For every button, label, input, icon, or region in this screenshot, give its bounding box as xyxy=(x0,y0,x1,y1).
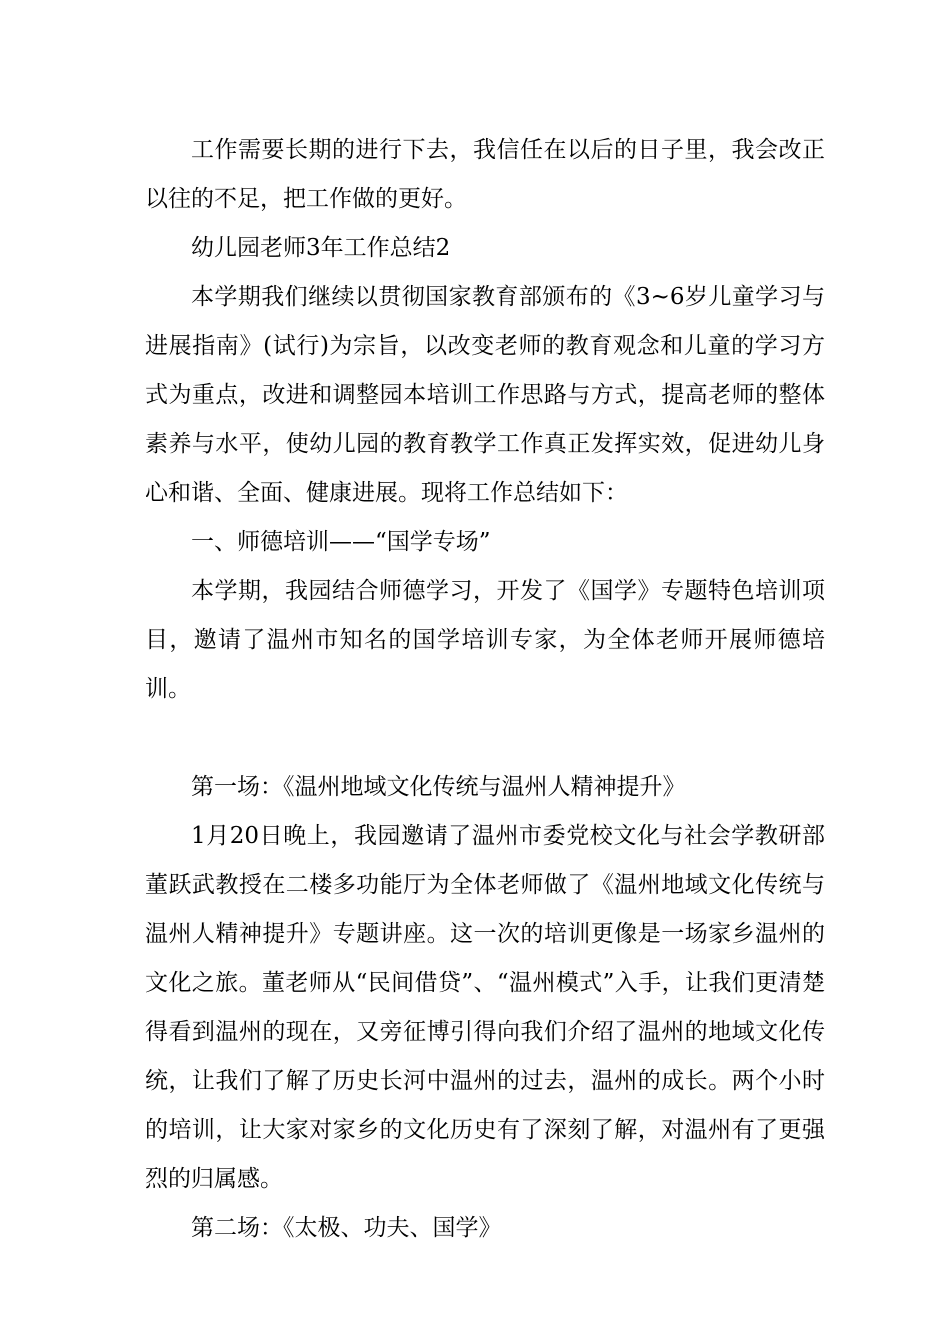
paragraph-ethics-training: 本学期，我园结合师德学习，开发了《国学》专题特色培训项目，邀请了温州市知名的国学培训专家，为全体老师开展师德培训。 xyxy=(145,578,825,702)
blank-line xyxy=(145,714,825,763)
section-title: 幼儿园老师3年工作总结2 xyxy=(191,235,451,261)
paragraph-session-one: 1月20日晚上，我园邀请了温州市委党校文化与社会学教研部董跃武教授在二楼多功能厅为全体老师做了《温州地域文化传统与温州人精神提升》专题讲座。这一次的培训更像是一场家乡温州的文化之旅。董老师从“民间借贷”、“温州模式”入手，让我们更清楚得看到温州的现在，又旁征博引得向我们介绍了温州的地域文化传统，让我们了解了历史长河中温州的过去，温州的成长。两个小时的培训，让大家对家乡的文化历史有了深刻了解，对温州有了更强烈的归属感。 xyxy=(145,823,825,1192)
heading-session-two: 第二场：《太极、功夫、国学》 xyxy=(191,1215,502,1241)
document-body xyxy=(145,126,825,1253)
paragraph-intro: 本学期我们继续以贯彻国家教育部颁布的《3~6岁儿童学习与进展指南》(试行)为宗旨，以改变老师的教育观念和儿童的学习方式为重点，改进和调整园本培训工作思路与方式，提高老师的整体素养与水平，使幼儿园的教育教学工作真正发挥实效，促进幼儿身心和谐、全面、健康进展。现将工作总结如下： xyxy=(145,284,825,506)
paragraph-closing-remark: 工作需要长期的进行下去，我信任在以后的日子里，我会改正以往的不足，把工作做的更好。 xyxy=(145,137,825,212)
heading-session-one: 第一场：《温州地域文化传统与温州人精神提升》 xyxy=(191,774,686,800)
heading-ethics-training: 一、师德培训——“国学专场” xyxy=(191,529,491,555)
